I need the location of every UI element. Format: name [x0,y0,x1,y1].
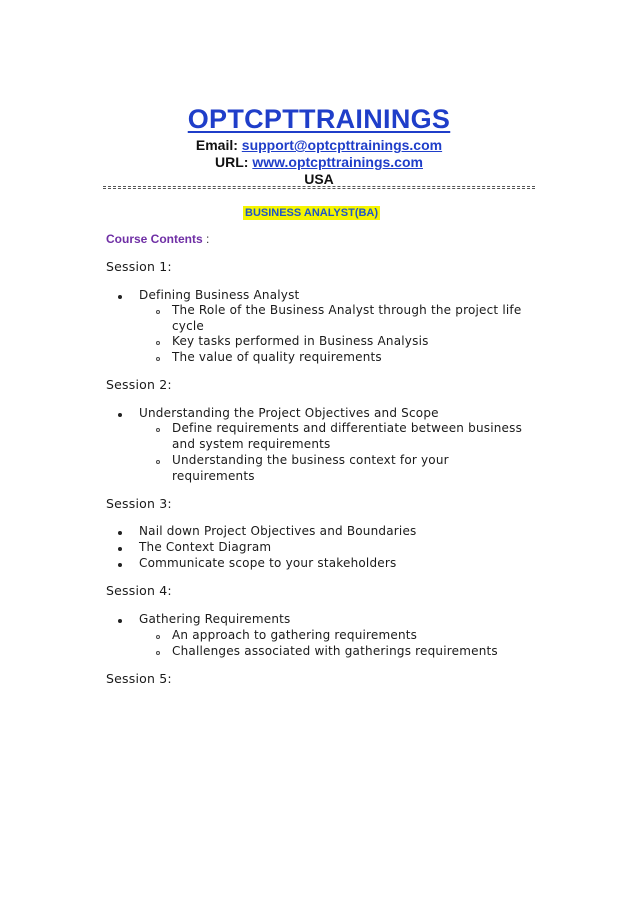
url-label: URL: [215,154,249,170]
course-title-highlight: BUSINESS ANALYST(BA) [245,207,379,219]
bullet-circle-icon [156,310,160,314]
email-line [0,137,638,153]
course-contents-label: Course Contents [106,232,203,246]
course-contents-colon: : [206,232,210,246]
session-heading: Session 5: [106,671,172,686]
country-text: USA [304,171,334,187]
list-item: Gathering Requirements [139,612,291,626]
session-heading: Session 2: [106,377,172,392]
url-line [0,154,638,170]
bullet-circle-icon [156,635,160,639]
sub-list-item: Key tasks performed in Business Analysis [172,334,429,348]
bullet-dot-icon [118,563,122,567]
list-item: Communicate scope to your stakeholders [139,556,397,570]
email-link[interactable]: support@optcpttrainings.com [241,137,443,153]
session-heading: Session 1: [106,259,172,274]
list-item: Nail down Project Objectives and Boundaries [139,524,417,538]
bullet-dot-icon [118,619,122,623]
divider-line [103,186,535,189]
list-item: The Context Diagram [139,540,272,554]
url-link[interactable]: www.optcpttrainings.com [252,154,423,170]
sub-list-item: An approach to gathering requirements [172,628,418,642]
bullet-circle-icon [156,651,160,655]
session-heading: Session 4: [106,583,172,598]
bullet-dot-icon [118,547,122,551]
list-item: Understanding the Project Objectives and Scope [139,406,439,420]
brand-title: OPTCPTTRAININGS [187,104,451,134]
sub-list-item: Define requirements and differentiate between business and system requirements [172,421,523,451]
bullet-dot-icon [118,295,122,299]
email-label: Email: [195,137,238,153]
course-contents-heading [106,232,209,246]
sub-list-item: Understanding the business context for your requirements [172,453,449,483]
bullet-circle-icon [156,460,160,464]
sub-list-item: Challenges associated with gatherings requirements [172,644,498,658]
bullet-dot-icon [118,413,122,417]
session-heading: Session 3: [106,496,172,511]
sub-list-item: The value of quality requirements [172,350,382,364]
bullet-dot-icon [118,531,122,535]
bullet-circle-icon [156,357,160,361]
sub-list-item: The Role of the Business Analyst through the project life cycle [172,303,522,333]
bullet-circle-icon [156,341,160,345]
list-item: Defining Business Analyst [139,288,300,302]
bullet-circle-icon [156,428,160,432]
